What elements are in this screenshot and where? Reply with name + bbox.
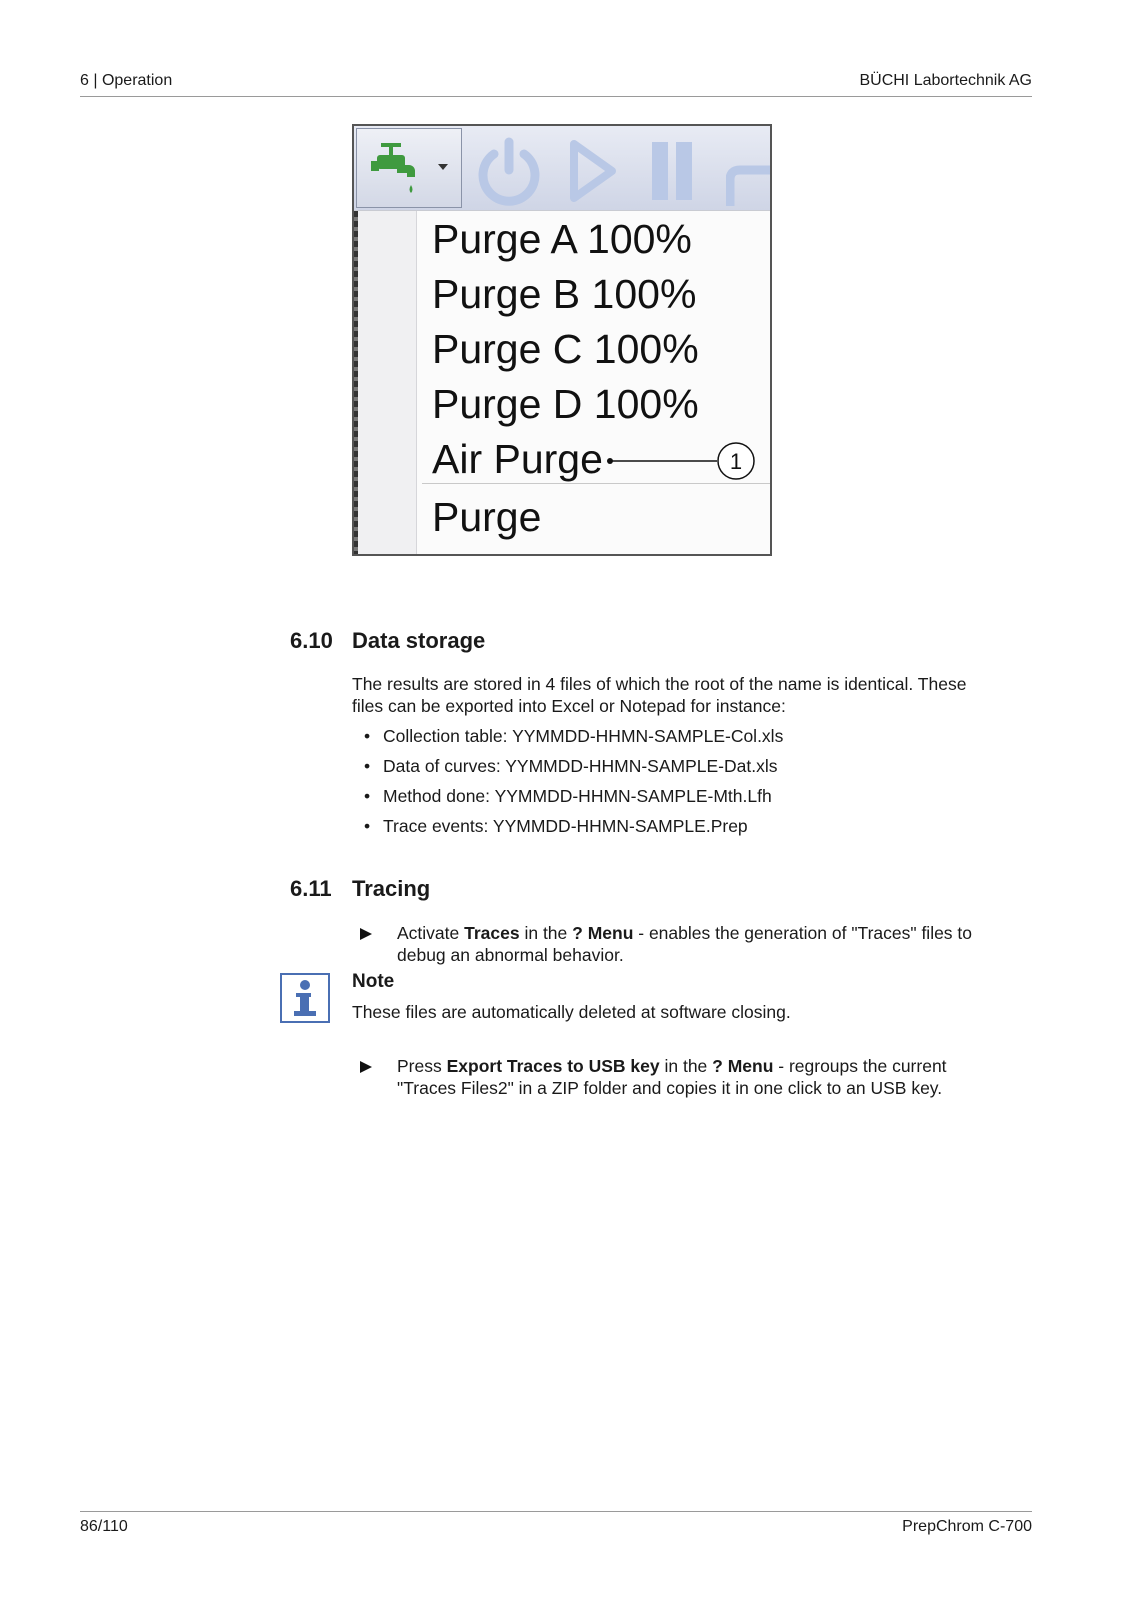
header-company: BÜCHI Labortechnik AG bbox=[859, 72, 1032, 89]
section-number: 6.11 bbox=[290, 876, 332, 901]
instruction-step bbox=[352, 922, 1032, 966]
callout-number: 1 bbox=[729, 449, 743, 474]
page-header bbox=[80, 72, 1032, 97]
page-footer bbox=[80, 1511, 1032, 1542]
info-icon bbox=[280, 973, 330, 1023]
intro-line: files can be exported into Excel or Notepad for instance: bbox=[352, 696, 786, 716]
list-item: • Trace events: YYMMDD-HHMN-SAMPLE.Prep bbox=[352, 815, 783, 845]
section-number: 6.10 bbox=[290, 628, 333, 653]
purge-menu-screenshot bbox=[352, 124, 772, 556]
menu-item-purge[interactable]: Purge bbox=[432, 494, 542, 540]
section-title: Data storage bbox=[352, 628, 486, 653]
menu-item-air-purge[interactable]: Air Purge bbox=[432, 436, 603, 482]
page-number: 86/110 bbox=[80, 1518, 128, 1535]
power-icon[interactable] bbox=[472, 136, 546, 206]
menu-item-purge-a[interactable]: Purge A 100% bbox=[432, 216, 692, 262]
step-text-line2: debug an abnormal behavior. bbox=[397, 945, 624, 965]
section-intro bbox=[352, 673, 1032, 717]
intro-line: The results are stored in 4 files of which the root of the name is identical. These bbox=[352, 674, 967, 694]
play-icon[interactable] bbox=[568, 138, 618, 204]
purge-dropdown-button[interactable] bbox=[356, 128, 462, 208]
list-item: • Data of curves: YYMMDD-HHMN-SAMPLE-Dat.xls bbox=[352, 755, 783, 785]
step-text: Press Export Traces to USB key in the ? Menu - regroups the current bbox=[397, 1056, 947, 1076]
note-title: Note bbox=[352, 971, 395, 992]
instruction-step bbox=[352, 1055, 1032, 1099]
list-item: • Collection table: YYMMDD-HHMN-SAMPLE-Col.xls bbox=[352, 725, 783, 755]
note-text: These files are automatically deleted at software closing. bbox=[352, 1002, 791, 1022]
menu-item-purge-c[interactable]: Purge C 100% bbox=[432, 326, 699, 372]
pause-icon[interactable] bbox=[646, 138, 706, 204]
step-text: Activate Traces in the ? Menu - enables the generation of "Traces" files to bbox=[397, 923, 973, 943]
step-text-line2: "Traces Files2" in a ZIP folder and copies it in one click to an USB key. bbox=[397, 1078, 943, 1098]
menu-item-purge-b[interactable]: Purge B 100% bbox=[432, 271, 697, 317]
product-name: PrepChrom C-700 bbox=[902, 1518, 1032, 1535]
section-title: Tracing bbox=[352, 876, 431, 901]
list-item: • Method done: YYMMDD-HHMN-SAMPLE-Mth.Lfh bbox=[352, 785, 783, 815]
file-list bbox=[352, 725, 783, 845]
callout-marker bbox=[354, 211, 772, 556]
purge-faucet-icon bbox=[371, 137, 421, 201]
dropdown-arrow-icon bbox=[437, 163, 449, 171]
stop-icon[interactable] bbox=[726, 162, 772, 206]
step-arrow-icon bbox=[360, 1061, 372, 1073]
toolbar bbox=[354, 126, 770, 210]
step-arrow-icon bbox=[360, 928, 372, 940]
header-chapter: 6 | Operation bbox=[80, 72, 173, 89]
purge-dropdown-menu bbox=[354, 210, 770, 556]
menu-item-purge-d[interactable]: Purge D 100% bbox=[432, 381, 699, 427]
